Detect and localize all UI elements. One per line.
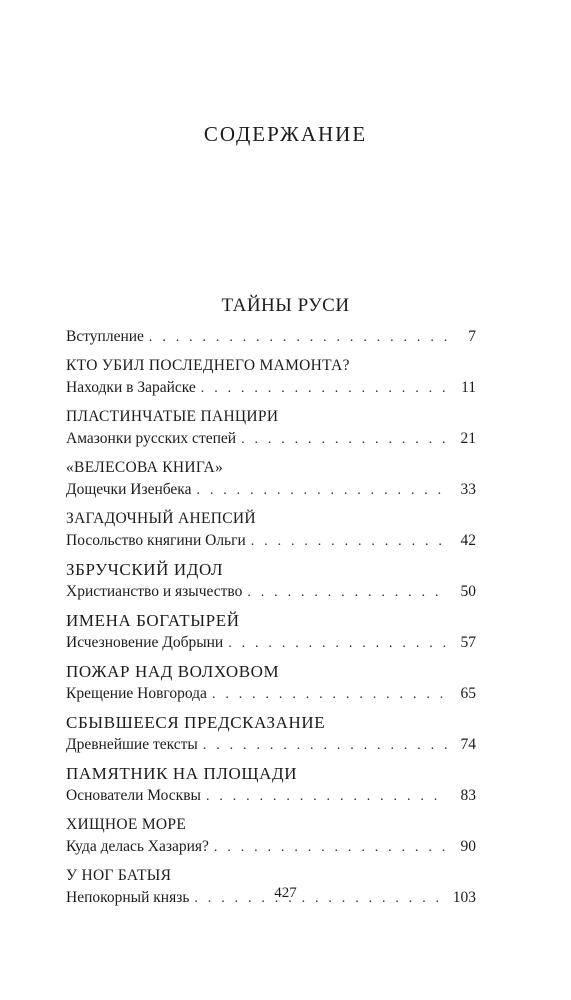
dot-leader (228, 633, 448, 655)
toc-entry-label: Амазонки русских степей (66, 430, 237, 447)
toc-page-number: 33 (460, 481, 476, 498)
toc-entry-label: Посольство княгини Ольги (66, 532, 246, 549)
chapter-heading: ЗБРУЧСКИЙ ИДОЛ (66, 560, 224, 579)
chapter-heading: СБЫВШЕЕСЯ ПРЕДСКАЗАНИЕ (66, 713, 326, 732)
toc-entry-label: Дощечки Изенбека (66, 481, 192, 498)
toc-page-number: 74 (460, 736, 476, 753)
dot-leader (203, 735, 448, 757)
dot-leader (251, 531, 448, 553)
dot-leader (247, 582, 448, 604)
chapter-heading: КТО УБИЛ ПОСЛЕДНЕГО МАМОНТА? (66, 357, 350, 374)
dot-leader (196, 480, 448, 502)
toc-page-number: 83 (460, 787, 476, 804)
chapter-heading: ПЛАСТИНЧАТЫЕ ПАНЦИРИ (66, 408, 279, 425)
toc-entry-label: Крещение Новгорода (66, 685, 207, 702)
toc-entry-label: Исчезновение Добрыни (66, 634, 224, 651)
toc-entry[interactable] (66, 355, 476, 400)
dot-leader (214, 837, 448, 859)
dot-leader (201, 378, 448, 400)
toc-entry-label: Куда делась Хазария? (66, 838, 209, 855)
dot-leader (149, 327, 448, 349)
toc-entry-label: Христианство и язычество (66, 583, 243, 600)
toc-page-number: 50 (460, 583, 476, 600)
chapter-heading: «ВЕЛЕСОВА КНИГА» (66, 459, 224, 476)
toc-entry-label: Древнейшие тексты (66, 736, 198, 753)
toc-page-number: 57 (460, 634, 476, 651)
chapter-heading: ХИЩНОЕ МОРЕ (66, 816, 187, 833)
toc-entry-label: Находки в Зарайске (66, 379, 196, 396)
toc-page-number: 42 (460, 532, 476, 549)
toc-entry[interactable] (66, 559, 476, 604)
toc-entry-label: Вступление (66, 328, 144, 345)
toc-page-number: 103 (452, 889, 476, 906)
toc-entry-label: Основатели Москвы (66, 787, 201, 804)
toc-entry[interactable] (66, 814, 476, 859)
page-number: 427 (274, 885, 297, 901)
toc-entry[interactable] (66, 661, 476, 706)
chapter-heading: ПАМЯТНИК НА ПЛОЩАДИ (66, 764, 298, 783)
toc-entry[interactable] (66, 712, 476, 757)
chapter-heading: ПОЖАР НАД ВОЛХОВОМ (66, 662, 280, 681)
dot-leader (241, 429, 448, 451)
dot-leader (212, 684, 448, 706)
chapter-heading: ИМЕНА БОГАТЫРЕЙ (66, 611, 240, 630)
toc-page-number: 7 (468, 328, 476, 345)
table-of-contents (66, 326, 476, 910)
toc-page-number: 90 (460, 838, 476, 855)
toc-entry[interactable] (66, 406, 476, 451)
toc-entry[interactable] (66, 457, 476, 502)
chapter-heading: У НОГ БАТЫЯ (66, 867, 172, 884)
page-title: СОДЕРЖАНИЕ (203, 122, 368, 146)
toc-entry[interactable] (66, 763, 476, 808)
toc-entry-label: Непокорный князь (66, 889, 190, 906)
toc-entry-intro[interactable] (66, 326, 476, 349)
dot-leader (206, 786, 448, 808)
toc-entry[interactable] (66, 610, 476, 655)
toc-page-number: 65 (460, 685, 476, 702)
toc-entry[interactable] (66, 508, 476, 553)
chapter-heading: ЗАГАДОЧНЫЙ АНЕПСИЙ (66, 510, 256, 527)
toc-page-number: 11 (461, 379, 476, 396)
section-title: ТАЙНЫ РУСИ (221, 295, 350, 316)
toc-page-number: 21 (460, 430, 476, 447)
